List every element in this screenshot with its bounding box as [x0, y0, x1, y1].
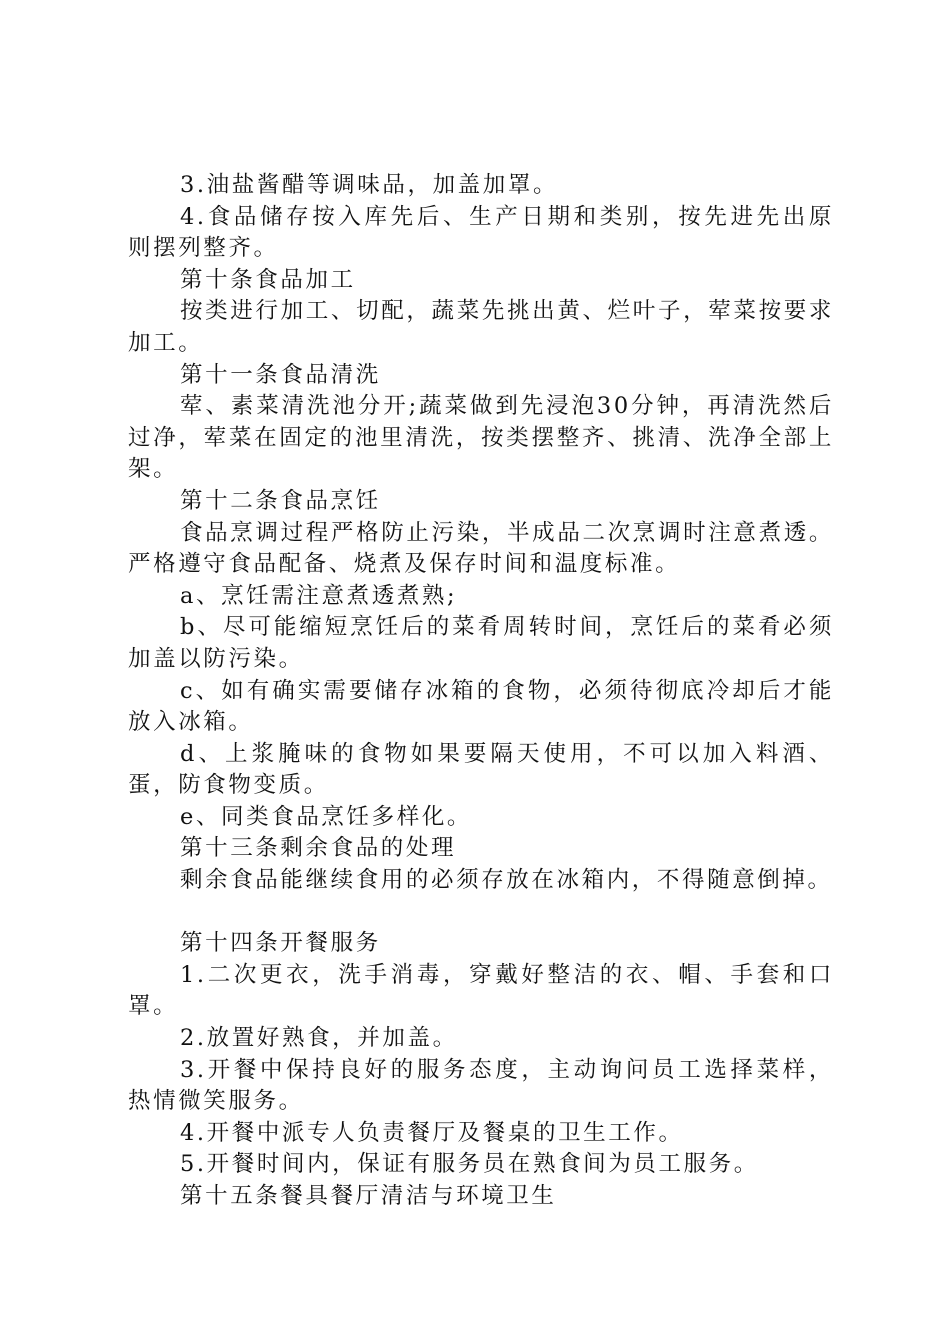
- paragraph-storage: 4.食品储存按入库先后、生产日期和类别，按先进先出原则摆列整齐。: [128, 203, 834, 262]
- section-heading-12: 第十二条食品烹饪: [180, 487, 381, 514]
- document-body: [128, 170, 834, 1213]
- list-item-d: d、上浆腌味的食物如果要隔天使用，不可以加入料酒、蛋，防食物变质。: [128, 740, 834, 799]
- paragraph-seasoning: 3.油盐酱醋等调味品，加盖加罩。: [180, 172, 559, 198]
- list-item-4: 4.开餐中派专人负责餐厅及餐桌的卫生工作。: [180, 1119, 684, 1146]
- section-heading-11: 第十一条食品清洗: [180, 361, 381, 388]
- blank-line: [128, 897, 834, 929]
- list-item-e: e、同类食品烹饪多样化。: [180, 803, 473, 830]
- section-heading-10: 第十条食品加工: [180, 266, 356, 293]
- section-heading-14: 第十四条开餐服务: [180, 930, 381, 957]
- paragraph-cooking: 食品烹调过程严格防止污染，半成品二次烹调时注意煮透。严格遵守食品配备、烧煮及保存时间和温度标准。: [128, 519, 834, 578]
- list-item-a: a、烹饪需注意煮透煮熟;: [180, 582, 458, 609]
- list-item-b: b、尽可能缩短烹饪后的菜肴周转时间，烹饪后的菜肴必须加盖以防污染。: [128, 614, 834, 672]
- section-heading-13: 第十三条剩余食品的处理: [180, 835, 457, 862]
- list-item-c: c、如有确实需要储存冰箱的食物，必须待彻底冷却后才能放入冰箱。: [128, 677, 834, 736]
- list-item-1: 1.二次更衣，洗手消毒，穿戴好整洁的衣、帽、手套和口罩。: [128, 961, 834, 1020]
- paragraph-washing: 荤、素菜清洗池分开;蔬菜做到先浸泡30分钟，再清洗然后过净，荤菜在固定的池里清洗，按类摆整齐、挑清、洗净全部上架。: [128, 393, 834, 483]
- paragraph-leftovers: 剩余食品能继续食用的必须存放在冰箱内，不得随意倒掉。: [180, 867, 833, 894]
- list-item-2: 2.放置好熟食，并加盖。: [180, 1025, 458, 1052]
- paragraph-processing: 按类进行加工、切配，蔬菜先挑出黄、烂叶子，荤菜按要求加工。: [128, 298, 834, 356]
- section-heading-15: 第十五条餐具餐厅清洁与环境卫生: [180, 1183, 557, 1209]
- list-item-3: 3.开餐中保持良好的服务态度，主动询问员工选择菜样，热情微笑服务。: [128, 1056, 834, 1115]
- list-item-5: 5.开餐时间内，保证有服务员在熟食间为员工服务。: [180, 1151, 759, 1178]
